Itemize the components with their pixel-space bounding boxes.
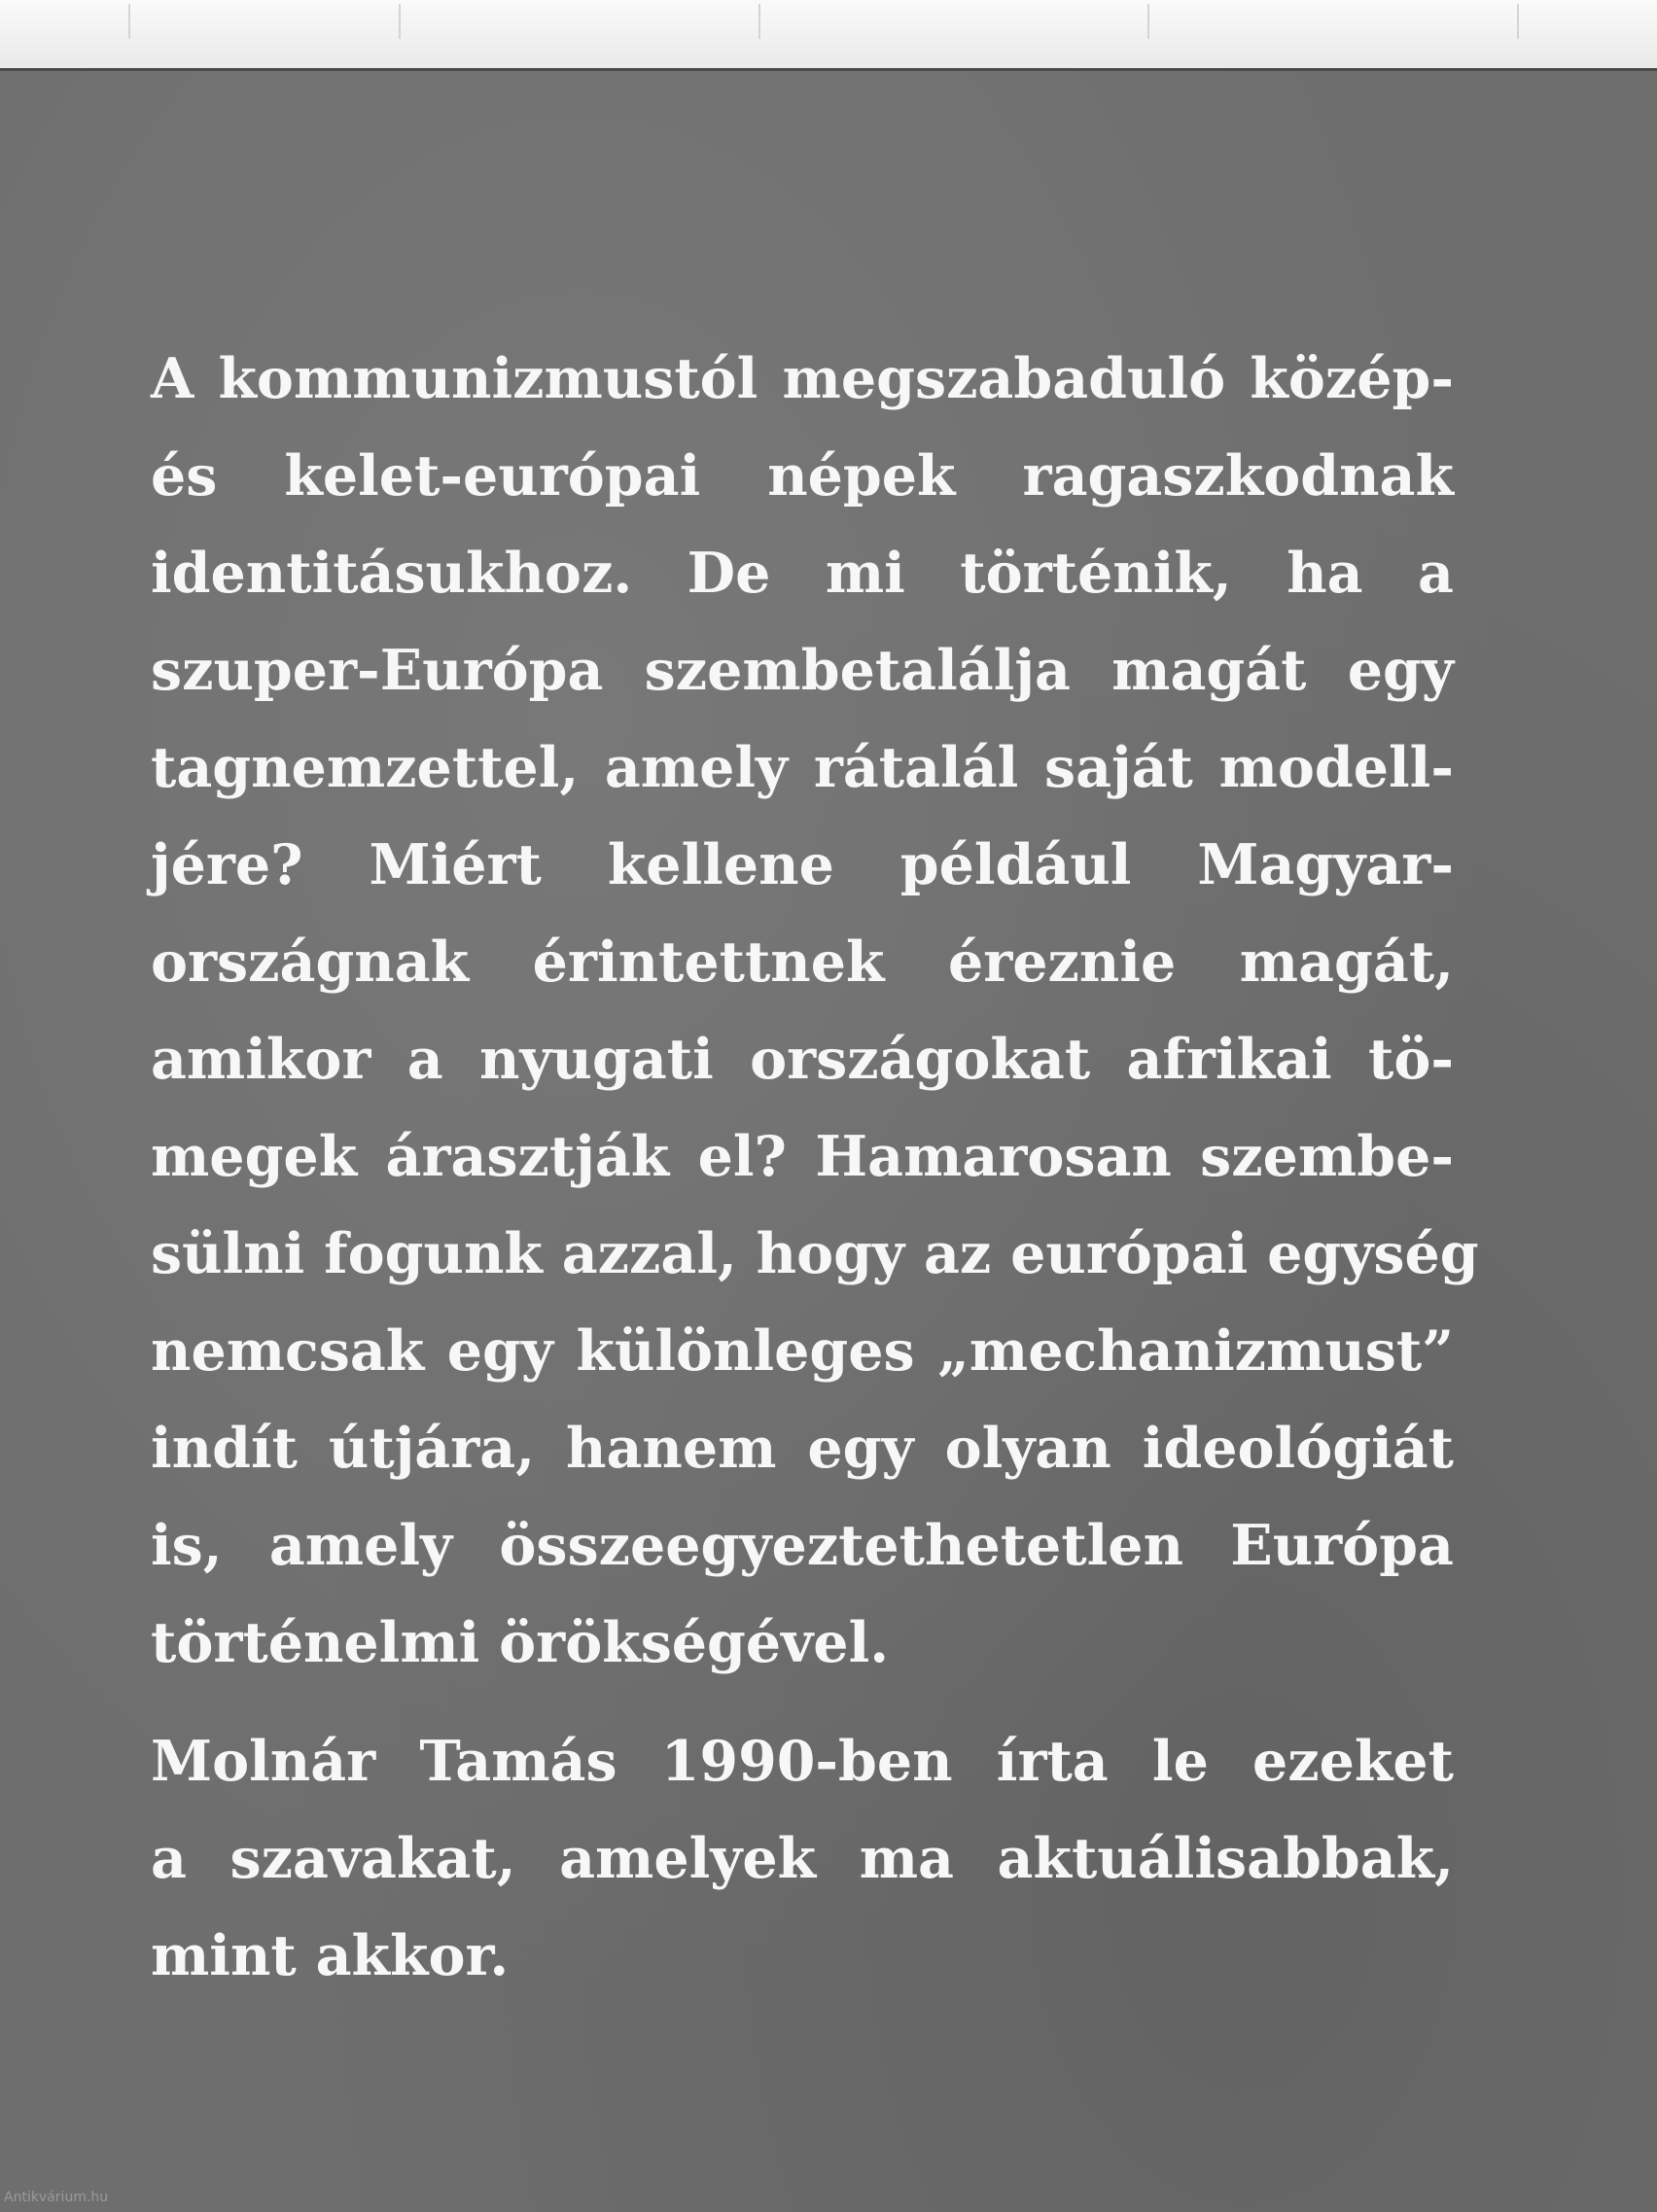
blurb-line: történelmi örökségével. xyxy=(151,1610,890,1675)
watermark: Antikvárium.hu xyxy=(4,2190,109,2205)
blurb-line: Molnár Tamás 1990-ben írta le ezeket xyxy=(151,1729,1454,1794)
blurb-line: és kelet-európai népek ragaszkodnak xyxy=(151,443,1454,509)
blurb-line: nemcsak egy különleges „mechanizmust” xyxy=(151,1318,1454,1384)
blurb-line: szuper-Európa szembetalálja magát egy xyxy=(151,638,1454,703)
blurb-line: megek árasztják el? Hamarosan szembe- xyxy=(151,1124,1454,1189)
blurb-line: tagnemzettel, amely rátalál saját modell- xyxy=(151,735,1454,800)
blurb-line: identitásukhoz. De mi történik, ha a xyxy=(151,541,1454,606)
paper-texture-mark xyxy=(399,4,401,39)
blurb-line: indít útjára, hanem egy olyan ideológiát xyxy=(151,1416,1454,1481)
blurb-line: A kommunizmustól megszabaduló közép- xyxy=(151,346,1454,411)
blurb-line: jére? Miért kellene például Magyar- xyxy=(151,832,1454,897)
blurb-paragraph-1 xyxy=(151,331,1479,1692)
paper-edge xyxy=(0,0,1657,70)
blurb-line: amikor a nyugati országokat afrikai tö- xyxy=(151,1027,1454,1092)
blurb-line: a szavakat, amelyek ma aktuálisabbak, xyxy=(151,1826,1454,1891)
back-cover-blurb xyxy=(151,331,1479,2005)
blurb-line: sülni fogunk azzal, hogy az európai egység xyxy=(151,1221,1479,1286)
paper-texture-mark xyxy=(1517,4,1519,39)
paper-texture-mark xyxy=(758,4,760,39)
blurb-line: országnak érintettnek éreznie magát, xyxy=(151,930,1454,995)
blurb-line: mint akkor. xyxy=(151,1923,510,1988)
paper-texture-mark xyxy=(1147,4,1149,39)
blurb-line: is, amely összeegyeztethetetlen Európa xyxy=(151,1513,1454,1578)
blurb-paragraph-2 xyxy=(151,1713,1454,2005)
paper-texture-mark xyxy=(128,4,130,39)
